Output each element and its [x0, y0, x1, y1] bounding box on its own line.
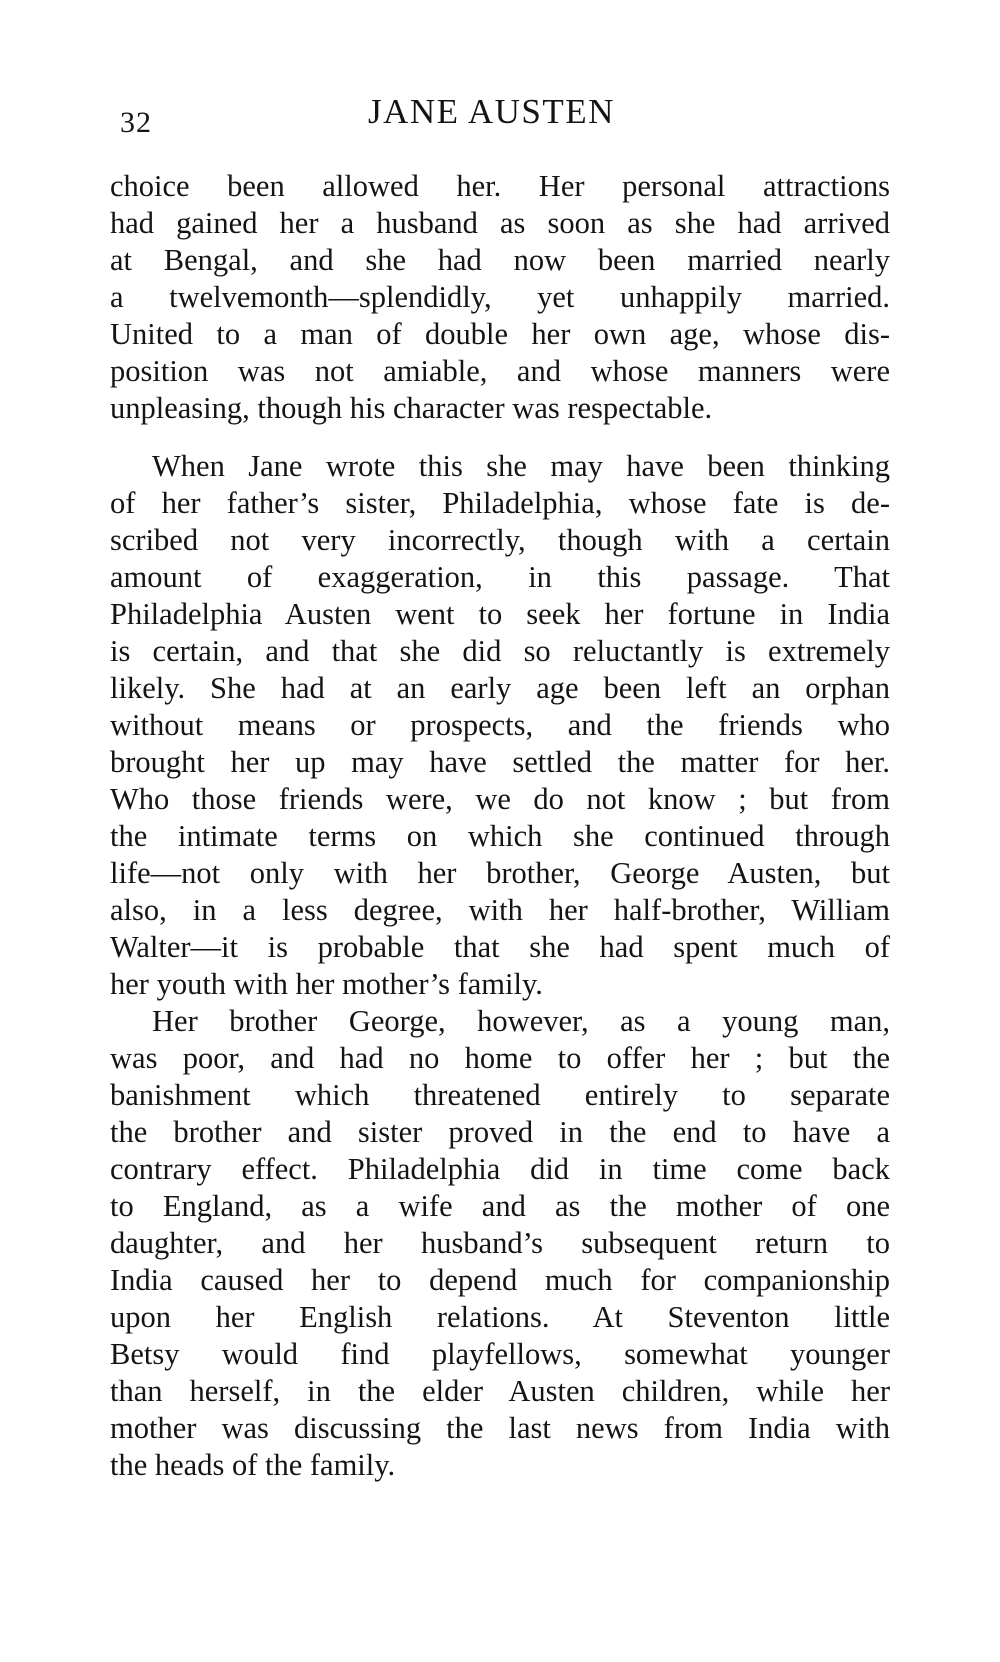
running-head — [120, 92, 890, 142]
text-line: of her father’s sister, Philadelphia, whose fate is de- — [110, 486, 890, 520]
text-line: at Bengal, and she had now been married nearly — [110, 243, 890, 277]
text-line: brought her up may have settled the matter for her. — [110, 745, 890, 779]
text-line: daughter, and her husband’s subsequent return to — [110, 1226, 890, 1260]
text-line: her youth with her mother’s family. — [110, 967, 543, 1001]
text-line: also, in a less degree, with her half-brother, William — [110, 893, 890, 927]
text-line: to England, as a wife and as the mother of one — [110, 1189, 890, 1223]
text-line: Who those friends were, we do not know ; but from — [110, 782, 890, 816]
text-line: amount of exaggeration, in this passage. That — [110, 560, 890, 594]
text-line: Betsy would find playfellows, somewhat younger — [110, 1337, 890, 1371]
text-line: the brother and sister proved in the end to have a — [110, 1115, 890, 1149]
text-line: a twelvemonth—splendidly, yet unhappily married. — [110, 280, 890, 314]
text-line: United to a man of double her own age, whose dis- — [110, 317, 890, 351]
text-line: contrary effect. Philadelphia did in time come back — [110, 1152, 890, 1186]
text-line: likely. She had at an early age been left an orphan — [110, 671, 890, 705]
text-line: had gained her a husband as soon as she had arrived — [110, 206, 890, 240]
text-line: mother was discussing the last news from India with — [110, 1411, 890, 1445]
text-line: position was not amiable, and whose manners were — [110, 354, 890, 388]
page-number: 32 — [120, 106, 152, 139]
text-line: scribed not very incorrectly, though with a certain — [110, 523, 890, 557]
text-line: upon her English relations. At Steventon little — [110, 1300, 890, 1334]
paragraph-1 — [110, 168, 890, 427]
text-line: Walter—it is probable that she had spent much of — [110, 930, 890, 964]
paragraph-3 — [110, 1003, 890, 1484]
paragraph-2 — [110, 448, 890, 1003]
body-text — [110, 168, 890, 1484]
text-line: life—not only with her brother, George Austen, but — [110, 856, 890, 890]
text-line: India caused her to depend much for companionship — [110, 1263, 890, 1297]
text-line: choice been allowed her. Her personal attractions — [110, 169, 890, 203]
text-line: than herself, in the elder Austen children, while her — [110, 1374, 890, 1408]
text-line: the intimate terms on which she continued through — [110, 819, 890, 853]
text-line: Philadelphia Austen went to seek her fortune in India — [110, 597, 890, 631]
text-line: is certain, and that she did so reluctantly is extremely — [110, 634, 890, 668]
text-line: without means or prospects, and the friends who — [110, 708, 890, 742]
text-line: was poor, and had no home to offer her ; but the — [110, 1041, 890, 1075]
text-line: When Jane wrote this she may have been thinking — [152, 449, 890, 483]
running-title: JANE AUSTEN — [368, 92, 615, 131]
text-line: unpleasing, though his character was respectable. — [110, 391, 713, 425]
text-line: banishment which threatened entirely to separate — [110, 1078, 890, 1112]
text-line: the heads of the family. — [110, 1448, 396, 1482]
paragraph-gap — [110, 427, 890, 448]
text-line: Her brother George, however, as a young man, — [152, 1004, 890, 1038]
